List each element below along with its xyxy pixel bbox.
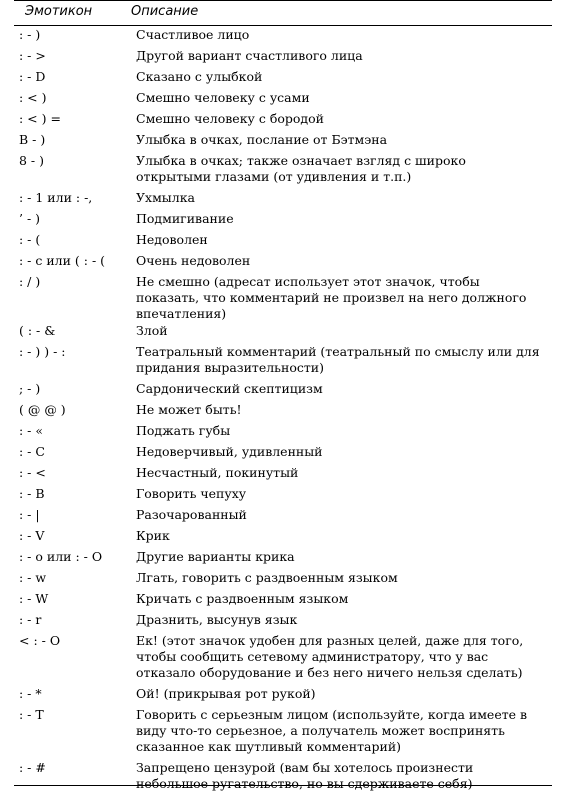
- table-row: [14, 528, 552, 549]
- emoticon-cell: : - 1 или : -,: [19, 190, 93, 205]
- emoticon-cell: : / ): [19, 274, 41, 289]
- emoticon-table-body: [14, 27, 552, 797]
- table-row: [14, 190, 552, 211]
- description-cell: Не смешно (адресат использует этот значок, чтобы показать, что комментарий не произвел на него должного впечатления): [136, 274, 527, 322]
- header-divider-rule: [14, 25, 552, 26]
- description-cell: Говорить чепуху: [136, 485, 247, 501]
- table-row: [14, 111, 552, 132]
- table-row: [14, 132, 552, 153]
- table-row: [14, 27, 552, 48]
- description-cell: Запрещено цензурой (вам бы хотелось произнести небольшое ругательство, но вы сдерживаете себя): [136, 759, 474, 791]
- description-cell: Счастливое лицо: [136, 27, 250, 42]
- table-bottom-rule: [14, 785, 552, 786]
- emoticon-cell: < : - O: [19, 632, 61, 648]
- table-row: [14, 707, 552, 760]
- table-row: [14, 48, 552, 69]
- table-row: [14, 69, 552, 90]
- emoticon-cell: : - «: [19, 422, 44, 438]
- description-cell: Сардонический скептицизм: [136, 380, 323, 396]
- description-cell: Подмигивание: [136, 211, 234, 226]
- table-row: [14, 90, 552, 111]
- table-row: [14, 570, 552, 591]
- table-row: [14, 423, 552, 444]
- emoticon-cell: : - W: [19, 590, 49, 606]
- emoticon-cell: : - o или : - O: [19, 548, 103, 564]
- description-cell: Другой вариант счастливого лица: [136, 48, 363, 63]
- emoticon-cell: : - C: [19, 443, 45, 459]
- description-cell: Ухмылка: [136, 190, 195, 205]
- table-row: [14, 760, 552, 797]
- table-row: [14, 402, 552, 423]
- emoticon-cell: : - ) ) - :: [19, 343, 66, 359]
- emoticon-cell: : - #: [19, 759, 46, 775]
- table-row: [14, 153, 552, 190]
- table-row: [14, 465, 552, 486]
- description-cell: Ек! (этот значок удобен для разных целей, даже для того, чтобы сообщить сетевому администратору, что у вас отказало оборудование и без него ничего нельзя сделать): [136, 632, 524, 681]
- description-cell: Очень недоволен: [136, 253, 251, 268]
- description-cell: Недоверчивый, удивленный: [136, 443, 323, 459]
- description-cell: Говорить с серьезным лицом (используйте, когда имеете в виду что-то серьезное, а получатель может воспринять сказанное как шутливый комментарий): [136, 706, 528, 755]
- description-cell: Кричать с раздвоенным языком: [136, 590, 349, 606]
- emoticon-cell: ( : - &: [19, 322, 56, 338]
- description-cell: Дразнить, высунув язык: [136, 611, 298, 627]
- description-cell: Разочарованный: [136, 506, 247, 522]
- table-top-rule: [14, 0, 552, 1]
- description-cell: Смешно человеку с бородой: [136, 111, 324, 126]
- description-cell: Лгать, говорить с раздвоенным языком: [136, 569, 398, 585]
- description-cell: Крик: [136, 527, 170, 543]
- emoticon-cell: : - w: [19, 569, 47, 585]
- table-row: [14, 274, 552, 323]
- emoticon-cell: : - B: [19, 485, 45, 501]
- table-row: [14, 323, 552, 344]
- description-cell: Несчастный, покинутый: [136, 464, 299, 480]
- column-header-description: Описание: [131, 4, 199, 19]
- table-row: [14, 344, 552, 381]
- emoticon-cell: : - V: [19, 527, 45, 543]
- description-cell: Другие варианты крика: [136, 548, 295, 564]
- emoticon-cell: ; - ): [19, 380, 41, 396]
- emoticon-cell: : < ): [19, 90, 47, 105]
- column-header-emoticon: Эмотикон: [25, 4, 93, 19]
- emoticon-cell: : - D: [19, 69, 46, 84]
- table-row: [14, 591, 552, 612]
- description-cell: Недоволен: [136, 232, 208, 247]
- description-cell: Злой: [136, 322, 168, 338]
- table-row: [14, 253, 552, 274]
- description-cell: Театральный комментарий (театральный по смыслу или для придания выразительности): [136, 343, 540, 375]
- table-row: [14, 211, 552, 232]
- table-row: [14, 232, 552, 253]
- emoticon-cell: : - >: [19, 48, 46, 63]
- emoticon-cell: ( @ @ ): [19, 401, 66, 417]
- table-row: [14, 612, 552, 633]
- table-row: [14, 507, 552, 528]
- description-cell: Смешно человеку с усами: [136, 90, 310, 105]
- description-cell: Не может быть!: [136, 401, 242, 417]
- emoticon-cell: : - r: [19, 611, 42, 627]
- emoticon-cell: : - *: [19, 685, 42, 701]
- emoticon-table: [14, 27, 552, 797]
- table-row: [14, 381, 552, 402]
- description-cell: Улыбка в очках; также означает взгляд с широко открытыми глазами (от удивления и т.п.): [136, 153, 466, 185]
- description-cell: Поджать губы: [136, 422, 231, 438]
- emoticon-cell: : - <: [19, 464, 46, 480]
- table-row: [14, 486, 552, 507]
- table-row: [14, 444, 552, 465]
- emoticon-cell: : < ) =: [19, 111, 61, 126]
- emoticon-cell: : - |: [19, 506, 40, 522]
- description-cell: Сказано с улыбкой: [136, 69, 263, 84]
- table-row: [14, 686, 552, 707]
- emoticon-cell: ’ - ): [19, 211, 41, 226]
- emoticon-cell: B - ): [19, 132, 46, 147]
- emoticon-cell: 8 - ): [19, 153, 44, 168]
- emoticon-cell: : - (: [19, 232, 41, 247]
- description-cell: Ой! (прикрывая рот рукой): [136, 685, 316, 701]
- table-row: [14, 549, 552, 570]
- emoticon-cell: : - ): [19, 27, 41, 42]
- emoticon-cell: : - T: [19, 706, 44, 722]
- table-row: [14, 633, 552, 686]
- description-cell: Улыбка в очках, послание от Бэтмэна: [136, 132, 388, 147]
- emoticon-cell: : - c или ( : - (: [19, 253, 106, 268]
